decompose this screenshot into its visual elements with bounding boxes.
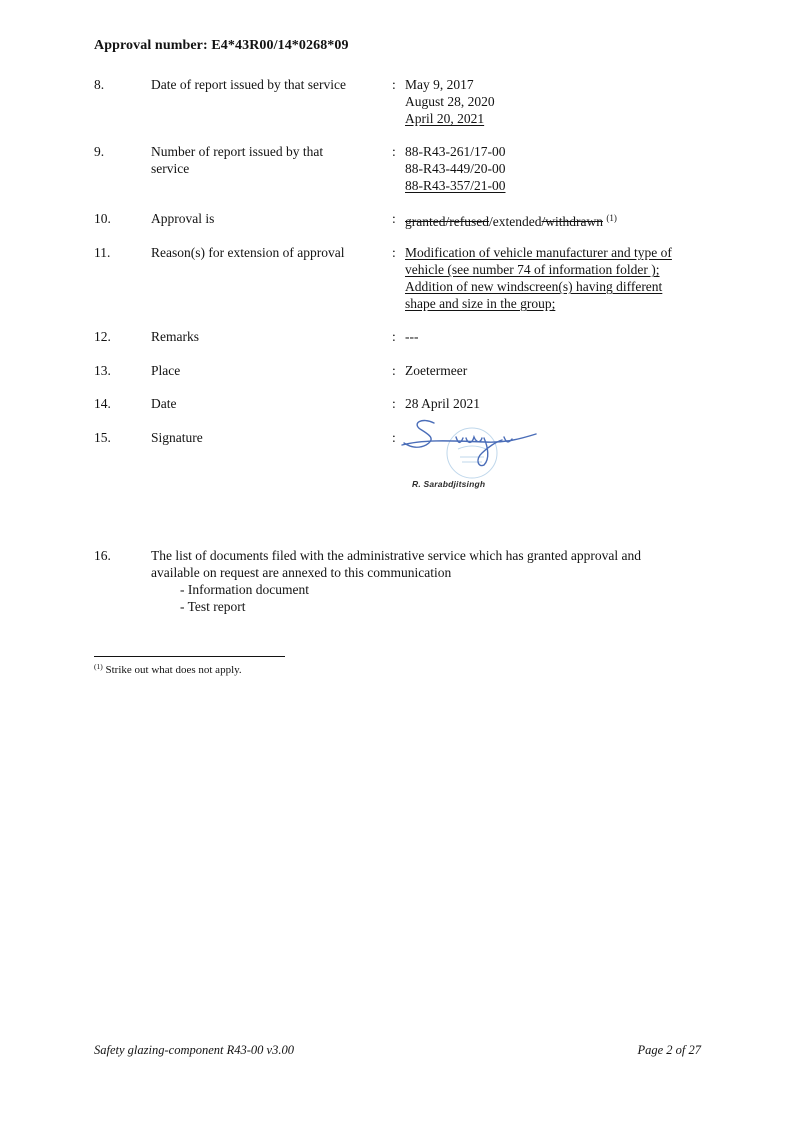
struck-option: granted/refused xyxy=(405,214,489,229)
item-label: Date of report issued by that service xyxy=(151,77,346,92)
item-10-row xyxy=(94,210,710,230)
item-11-row xyxy=(94,244,710,312)
footnote-rule xyxy=(94,656,285,657)
item-number: 16. xyxy=(94,548,111,563)
report-number-line: 88-R43-449/20-00 xyxy=(405,161,506,176)
documents-list-text xyxy=(151,547,707,615)
colon-separator: : xyxy=(392,396,396,411)
footnote xyxy=(94,662,242,676)
approval-status-value xyxy=(405,210,710,230)
colon-separator: : xyxy=(392,144,396,159)
documents-list-line: available on request are annexed to this communication xyxy=(151,565,452,580)
item-number: 9. xyxy=(94,144,105,159)
signer-name: R. Sarabdjitsingh xyxy=(412,479,486,489)
item-value xyxy=(405,143,710,194)
item-number: 12. xyxy=(94,329,111,344)
option-separator: / xyxy=(488,214,493,229)
reason-line: Modification of vehicle manufacturer and type of xyxy=(405,245,672,260)
item-label: Remarks xyxy=(151,329,199,344)
item-label-line: service xyxy=(151,161,190,176)
report-number-line: 88-R43-261/17-00 xyxy=(405,144,506,159)
reason-line: vehicle (see number 74 of information folder ); xyxy=(405,262,660,277)
reason-line: shape and size in the group; xyxy=(405,296,556,311)
signature-ink xyxy=(402,421,536,466)
colon-separator: : xyxy=(392,329,396,344)
item-label: Signature xyxy=(151,430,203,445)
colon-separator: : xyxy=(392,363,396,378)
item-number: 8. xyxy=(94,77,105,92)
remarks-value: --- xyxy=(405,329,419,344)
item-16-row xyxy=(94,547,710,615)
item-number: 10. xyxy=(94,211,111,226)
stamp-icon xyxy=(447,428,497,478)
footnote-label: Strike out what does not apply. xyxy=(102,664,242,676)
kept-option: extended xyxy=(492,214,542,229)
place-value: Zoetermeer xyxy=(405,363,468,378)
item-label: Place xyxy=(151,363,181,378)
item-8-row xyxy=(94,76,710,127)
report-date-line: April 20, 2021 xyxy=(405,111,485,126)
report-number-line: 88-R43-357/21-00 xyxy=(405,178,506,193)
annexed-document-item: - Test report xyxy=(180,599,246,614)
item-label: Approval is xyxy=(151,211,215,226)
colon-separator: : xyxy=(392,245,396,260)
item-label xyxy=(151,143,392,177)
annexed-documents xyxy=(151,581,707,615)
report-date-line: May 9, 2017 xyxy=(405,77,474,92)
item-label: Date xyxy=(151,396,177,411)
colon-separator: : xyxy=(392,430,396,445)
footnote-ref: (1) xyxy=(94,662,103,671)
colon-separator: : xyxy=(392,77,396,92)
item-12-row xyxy=(94,328,710,345)
item-number: 13. xyxy=(94,363,111,378)
approval-number-value: E4*43R00/14*0268*09 xyxy=(211,38,349,53)
signature-image xyxy=(400,415,540,481)
footer-document-id: Safety glazing-component R43-00 v3.00 xyxy=(94,1043,294,1057)
item-14-row xyxy=(94,395,710,412)
footnote-reference: (1) xyxy=(606,213,617,223)
approval-number-heading xyxy=(94,38,349,54)
approval-number-label: Approval number: xyxy=(94,38,208,53)
annexed-document-item: - Information document xyxy=(180,582,309,597)
item-number: 15. xyxy=(94,430,111,445)
reason-line: Addition of new windscreen(s) having different xyxy=(405,279,663,294)
page-footer xyxy=(94,1043,701,1058)
extension-reason-value xyxy=(405,244,710,312)
struck-option: /withdrawn xyxy=(541,214,603,229)
signature-block xyxy=(400,415,550,489)
item-number: 11. xyxy=(94,245,111,260)
footer-page-number: Page 2 of 27 xyxy=(637,1043,701,1057)
item-value xyxy=(405,76,710,127)
item-13-row xyxy=(94,362,710,379)
item-number: 14. xyxy=(94,396,111,411)
date-value: 28 April 2021 xyxy=(405,396,481,411)
documents-list-line: The list of documents filed with the administrative service which has granted approval and xyxy=(151,548,641,563)
report-date-line: August 28, 2020 xyxy=(405,94,495,109)
colon-separator: : xyxy=(392,211,396,226)
item-9-row xyxy=(94,143,710,194)
item-label: Reason(s) for extension of approval xyxy=(151,245,345,260)
item-label-line: Number of report issued by that xyxy=(151,144,324,159)
